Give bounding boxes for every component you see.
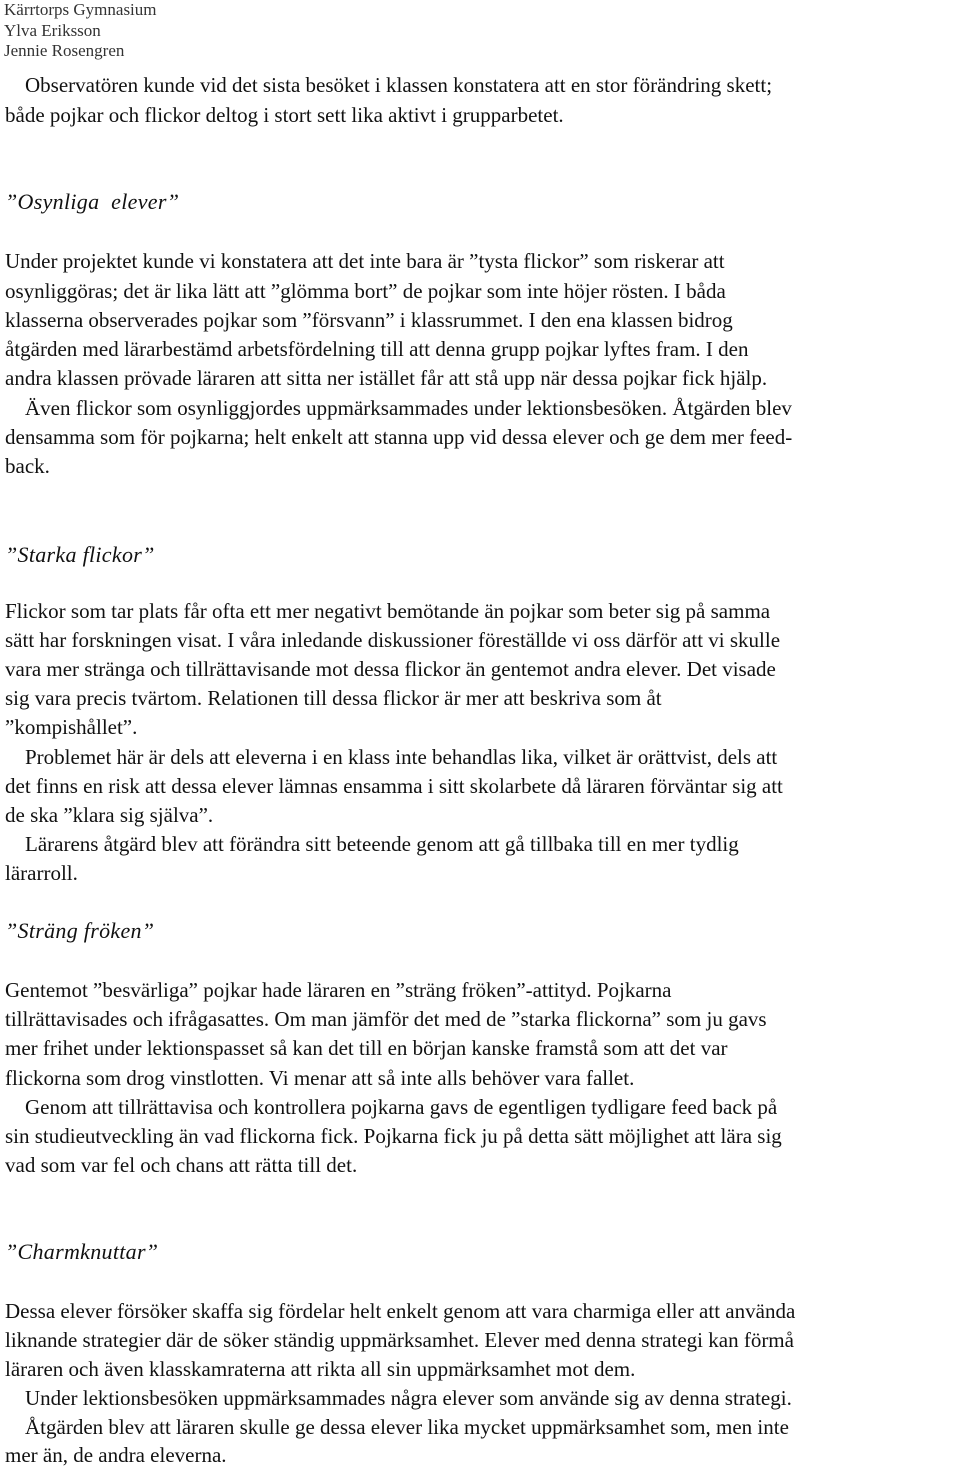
paragraph-line: densamma som för pojkarna; helt enkelt att stanna upp vid dessa elever och ge dem mer feed- xyxy=(5,425,793,449)
paragraph-line: flickorna som drog vinstlotten. Vi menar att så inte alls behöver vara fallet. xyxy=(5,1066,635,1090)
section-heading: ”Starka flickor” xyxy=(5,542,155,567)
paragraph-line: vara mer stränga och tillrättavisande mot dessa flickor än gentemot andra elever. Det visade xyxy=(5,657,776,681)
paragraph-line: mer frihet under lektionspasset så kan det till en början kanske framstå som att det var xyxy=(5,1036,728,1060)
paragraph-line: ”kompishållet”. xyxy=(5,715,138,739)
paragraph-line: andra klassen prövade läraren att sitta ner istället får att stå upp när dessa pojkar fick hjälp. xyxy=(5,366,768,390)
paragraph-line: Flickor som tar plats får ofta ett mer negativt bemötande än pojkar som beter sig på samma xyxy=(5,599,771,623)
paragraph-line: de ska ”klara sig själva”. xyxy=(5,803,214,827)
paragraph-line: Åtgärden blev att läraren skulle ge dessa elever lika mycket uppmärksamhet som, men inte xyxy=(25,1415,789,1439)
author-name: Ylva Eriksson xyxy=(4,20,101,40)
author-name: Jennie Rosengren xyxy=(4,41,125,60)
section-heading: ”Sträng fröken” xyxy=(5,918,155,943)
paragraph-line: lärarroll. xyxy=(5,861,78,885)
paragraph-line: Under projektet kunde vi konstatera att det inte bara är ”tysta flickor” som riskerar att xyxy=(5,249,725,273)
paragraph-line: klasserna observerades pojkar som ”försvann” i klassrummet. I den ena klassen bidrog xyxy=(5,308,733,332)
paragraph-line: back. xyxy=(5,454,50,478)
section-heading: ”Charmknuttar” xyxy=(5,1239,159,1264)
paragraph-line: Gentemot ”besvärliga” pojkar hade läraren en ”sträng fröken”-attityd. Pojkarna xyxy=(5,978,672,1002)
paragraph-line: Observatören kunde vid det sista besöket i klassen konstatera att en stor förändring skett; xyxy=(25,73,773,97)
section-heading: ”Osynliga elever” xyxy=(5,189,180,214)
paragraph-line: Genom att tillrättavisa och kontrollera pojkarna gavs de egentligen tydligare feed back på xyxy=(25,1095,778,1119)
paragraph-line: Även flickor som osynliggjordes uppmärksammades under lektionsbesöken. Åtgärden blev xyxy=(25,396,792,420)
page-header xyxy=(4,0,157,62)
paragraph-line: vad som var fel och chans att rätta till det. xyxy=(5,1153,358,1177)
paragraph-line: sätt har forskningen visat. I våra inledande diskussioner föreställde vi oss därför att vi skulle xyxy=(5,628,781,652)
school-name: Kärrtorps Gymnasium xyxy=(4,0,157,19)
paragraph-line: tillrättavisades och ifrågasattes. Om man jämför det med de ”starka flickorna” som ju gavs xyxy=(5,1007,767,1031)
paragraph-line: Under lektionsbesöken uppmärksammades några elever som använde sig av denna strategi. xyxy=(25,1386,792,1410)
paragraph-line: det finns en risk att dessa elever lämnas ensamma i sitt skolarbete då läraren förväntar sig att xyxy=(5,774,783,798)
paragraph-line: mer än, de andra eleverna. xyxy=(5,1443,227,1467)
paragraph-line: sin studieutveckling än vad flickorna fick. Pojkarna fick ju på detta sätt möjlighet att lära sig xyxy=(5,1124,782,1148)
paragraph-line: liknande strategier där de söker ständig uppmärksamhet. Elever med denna strategi kan förmå xyxy=(5,1328,794,1352)
paragraph-line: Lärarens åtgärd blev att förändra sitt beteende genom att gå tillbaka till en mer tydlig xyxy=(25,832,739,856)
paragraph-line: åtgärden med lärarbestämd arbetsfördelning till att denna grupp pojkar lyftes fram. I den xyxy=(5,337,749,361)
paragraph-line: sig vara precis tvärtom. Relationen till dessa flickor är mer att beskriva som åt xyxy=(5,686,662,710)
paragraph-line: Dessa elever försöker skaffa sig fördelar helt enkelt genom att vara charmiga eller att använda xyxy=(5,1299,796,1323)
paragraph-line: Problemet här är dels att eleverna i en klass inte behandlas lika, vilket är orättvist, dels att xyxy=(25,745,778,769)
paragraph-line: osynliggöras; det är lika lätt att ”glömma bort” de pojkar som inte höjer rösten. I båda xyxy=(5,279,726,303)
paragraph-line: både pojkar och flickor deltog i stort sett lika aktivt i grupparbetet. xyxy=(5,103,564,127)
paragraph-line: läraren och även klasskamraterna att rikta all sin uppmärksamhet mot dem. xyxy=(5,1357,636,1381)
